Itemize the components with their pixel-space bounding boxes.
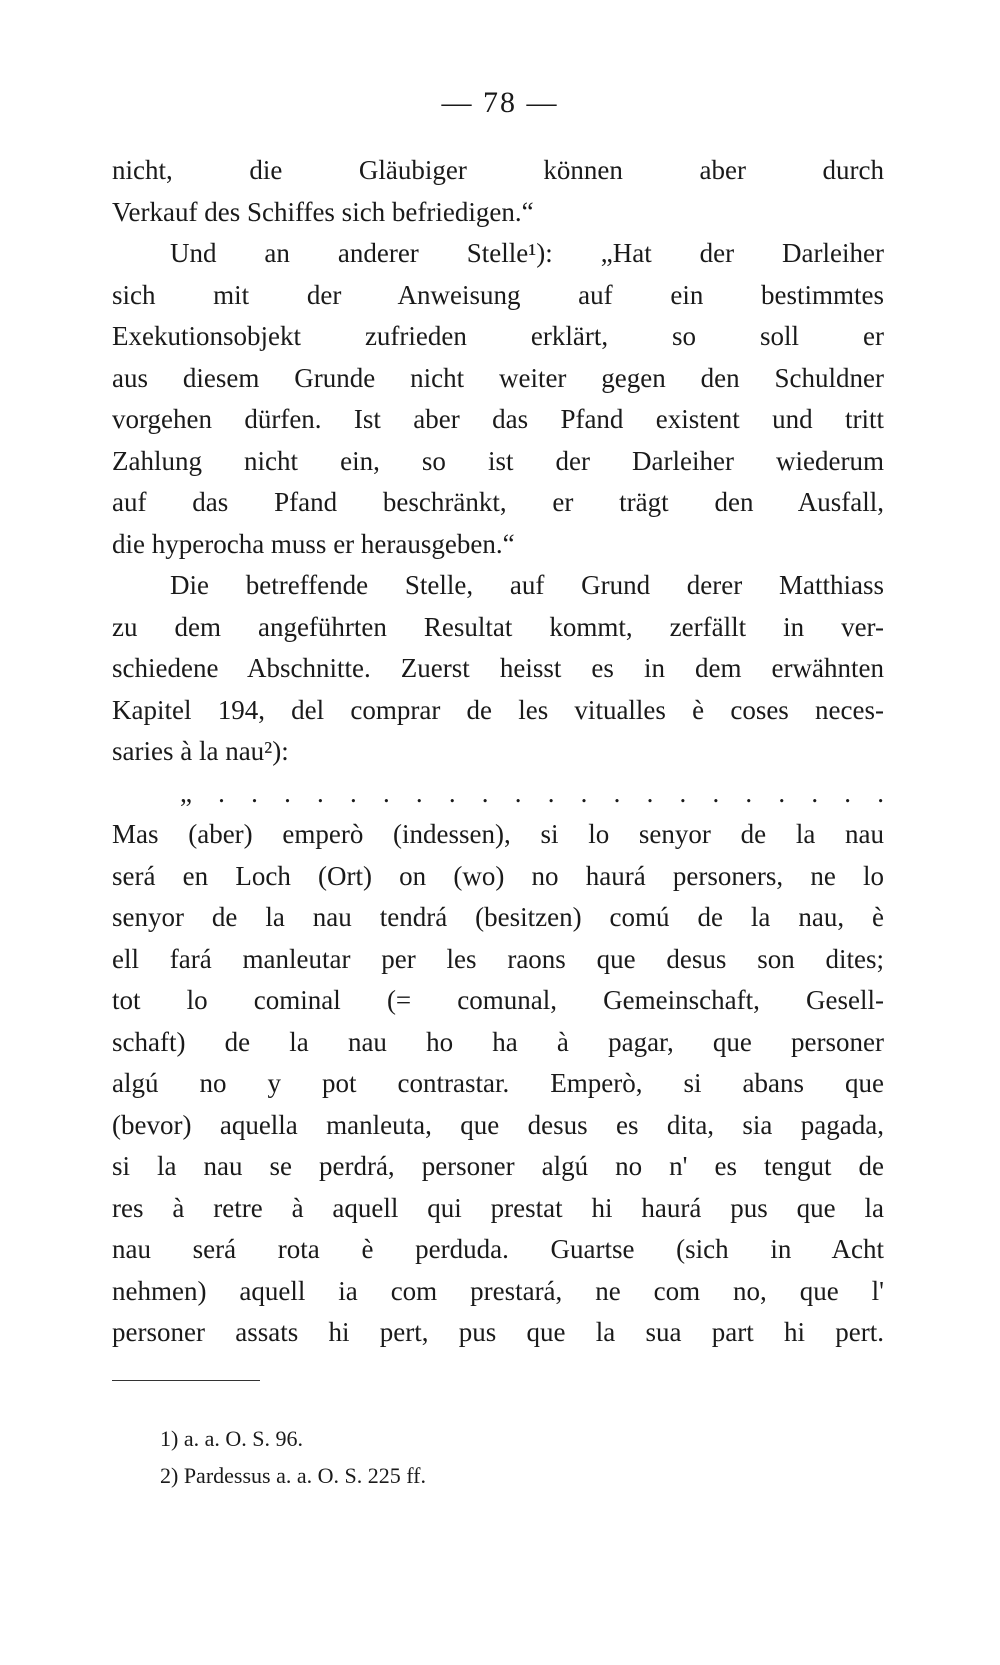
text-line: Und an anderer Stelle¹): „Hat der Darleiher [170,238,884,268]
text-line: vorgehen dürfen. Ist aber das Pfand existent und tritt [112,404,884,434]
text-line: Mas (aber) emperò (indessen), si lo senyor de la nau [112,819,884,849]
text-line: die hyperocha muss er herausgeben.“ [112,528,515,559]
text-line: Exekutionsobjekt zufrieden erklärt, so soll er [112,321,884,351]
text-line: Kapitel 194, del comprar de les vitualles è coses neces- [112,694,884,725]
text-line: nau será rota è perduda. Guartse (sich in Acht [112,1234,884,1264]
text-line: algú no y pot contrastar. Emperò, si abans que [112,1068,884,1098]
text-line: será en Loch (Ort) on (wo) no haurá personers, ne lo [112,860,884,891]
text-line: saries à la nau²): [112,736,289,766]
text-line: (bevor) aquella manleuta, que desus es dita, sia pagada, [112,1109,884,1140]
text-line: auf das Pfand beschränkt, er trägt den Ausfall, [112,487,884,517]
text-line: schaft) de la nau ho ha à pagar, que personer [112,1026,884,1057]
text-line: nehmen) aquell ia com prestará, ne com no, que l' [112,1275,884,1306]
text-line: Verkauf des Schiffes sich befriedigen.“ [112,196,534,227]
body-text [112,150,884,1354]
footnote-divider [112,1380,260,1381]
text-line: ell fará manleutar per les raons que desus son dites; [112,943,884,974]
footnote: 2) Pardessus a. a. O. S. 225 ff. [160,1463,427,1488]
text-line: zu dem angeführten Resultat kommt, zerfällt in ver- [112,611,884,642]
text-line: Zahlung nicht ein, so ist der Darleiher wiederum [112,445,884,476]
text-line: Die betreffende Stelle, auf Grund derer Matthiass [170,570,884,600]
text-line: sich mit der Anweisung auf ein bestimmtes [112,279,884,310]
text-line: tot lo cominal (= comunal, Gemeinschaft, Gesell- [112,985,884,1015]
footnotes [160,1420,860,1494]
text-line: „ . . . . . . . . . . . . . . . . . . . . . [180,777,884,808]
text-line: aus diesem Grunde nicht weiter gegen den Schuldner [112,362,884,393]
text-line: senyor de la nau tendrá (besitzen) comú de la nau, è [112,902,884,932]
text-line: nicht, die Gläubiger können aber durch [112,155,884,185]
text-line: si la nau se perdrá, personer algú no n' es tengut de [112,1151,884,1181]
text-line: schiedene Abschnitte. Zuerst heisst es in dem erwähnten [112,653,884,683]
page-number: — 78 — [441,86,559,119]
footnote: 1) a. a. O. S. 96. [160,1426,303,1451]
text-line: res à retre à aquell qui prestat hi haurá pus que la [112,1192,884,1223]
text-line: personer assats hi pert, pus que la sua part hi pert. [112,1317,884,1347]
